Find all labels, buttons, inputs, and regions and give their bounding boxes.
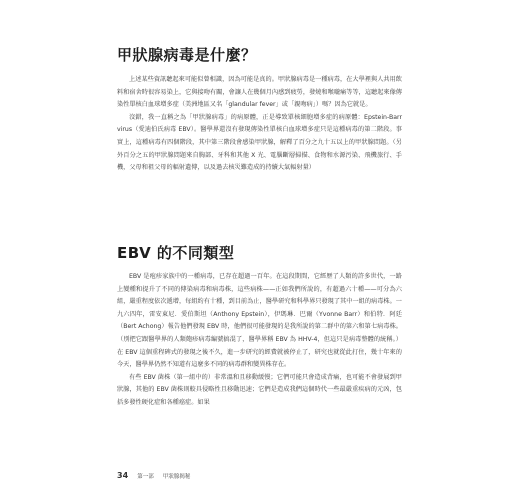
footer-book-title: 甲狀腺揭秘 [162,474,191,480]
page-number: 34 [117,471,129,480]
section-body-thyroid-virus [117,74,402,175]
paragraph: 上述某些資訊聽起來可能似曾相識，因為可能是真的。甲狀腺病毒是一種病毒，在大學裡與人共用飲料和宿舍時很容易染上，它與接吻有關，會讓人在幾個月內感到疲勞，發燒和喉嚨痛等等，這聽起來像傳染性單核白血球增多症（美洲地區又名「glandular fever」或「親吻病」）嗎？因為它就是。 [117,76,402,109]
page-footer [117,463,190,482]
section-body-ebv-types [117,271,402,410]
section-heading-thyroid-virus: 甲狀腺病毒是什麼？ [117,46,257,64]
paragraph: 有些 EBV 菌株（第一組中的）非常溫和且移動緩慢；它們可能只會造成背痛，也可能不會發展到甲狀腺，其他的 EBV 菌株則較具侵略性且移動迅速；它們是造成我們這個時代一些最嚴重疾病的元凶，包括多發性硬化症和各種癌症。如果 [117,373,402,406]
paragraph: 沒錯，我一直稱之為「甲狀腺病毒」的病原體，正是導致單核細胞增多症的病原體：Epstein-Barr virus（愛迪伯氏病毒 EBV）。醫學界還沒有發現傳染性單核白血球增多症只是這種病毒的第二階段。事實上，這種病毒有四個階段，其中第三階段會感染甲狀腺，解釋了百分之九十五以上的甲狀腺問題。（另外百分之五的甲狀腺問題來自胸部、牙科和其他 X 光、電腦斷層掃描、食物和水源污染、飛機旅行、手機，父母和祖父母的輻射遺傳，以及過去核災難造成的持續大氣輻射量） [117,113,402,172]
section-heading-ebv-types: EBV 的不同類型 [117,244,235,262]
footer-part-label: 第一部 [137,474,154,480]
paragraph: EBV 是疱疹家族中的一種病毒，已存在超過一百年。在這段期間，它經歷了人類的許多世代，一路上變種和提升了不同的傳染病毒和病毒株，這些病株——正如我們所說的，有超過六十種——可分為六組，嚴重程度依次遞增，每組約有十種，到目前為止，醫學研究和科學界只發現了其中一組的病毒株。一九六四年，雷安東尼．愛伯斯坦（Anthony Epstein），伊瑪琳．巴爾（Yvonne Barr）和伯特．阿廷（Bert Achong）報告他們發現 EBV 時，他們很可能發現的是我所說的第二群中的第六和第七病毒株。（別把它跟醫學界的人類皰疹病毒編號搞混了，醫學界稱 EBV 為 HHV-4，但這只是病毒整體的統稱。）在 EBV 這個重程碑式的發現之後不久，進一步研究的經費就被停止了，研究也就從此打住，幾十年來的今天，醫學界仍然不知道有這麼多不同的病毒群和變異株存在。 [117,273,402,369]
